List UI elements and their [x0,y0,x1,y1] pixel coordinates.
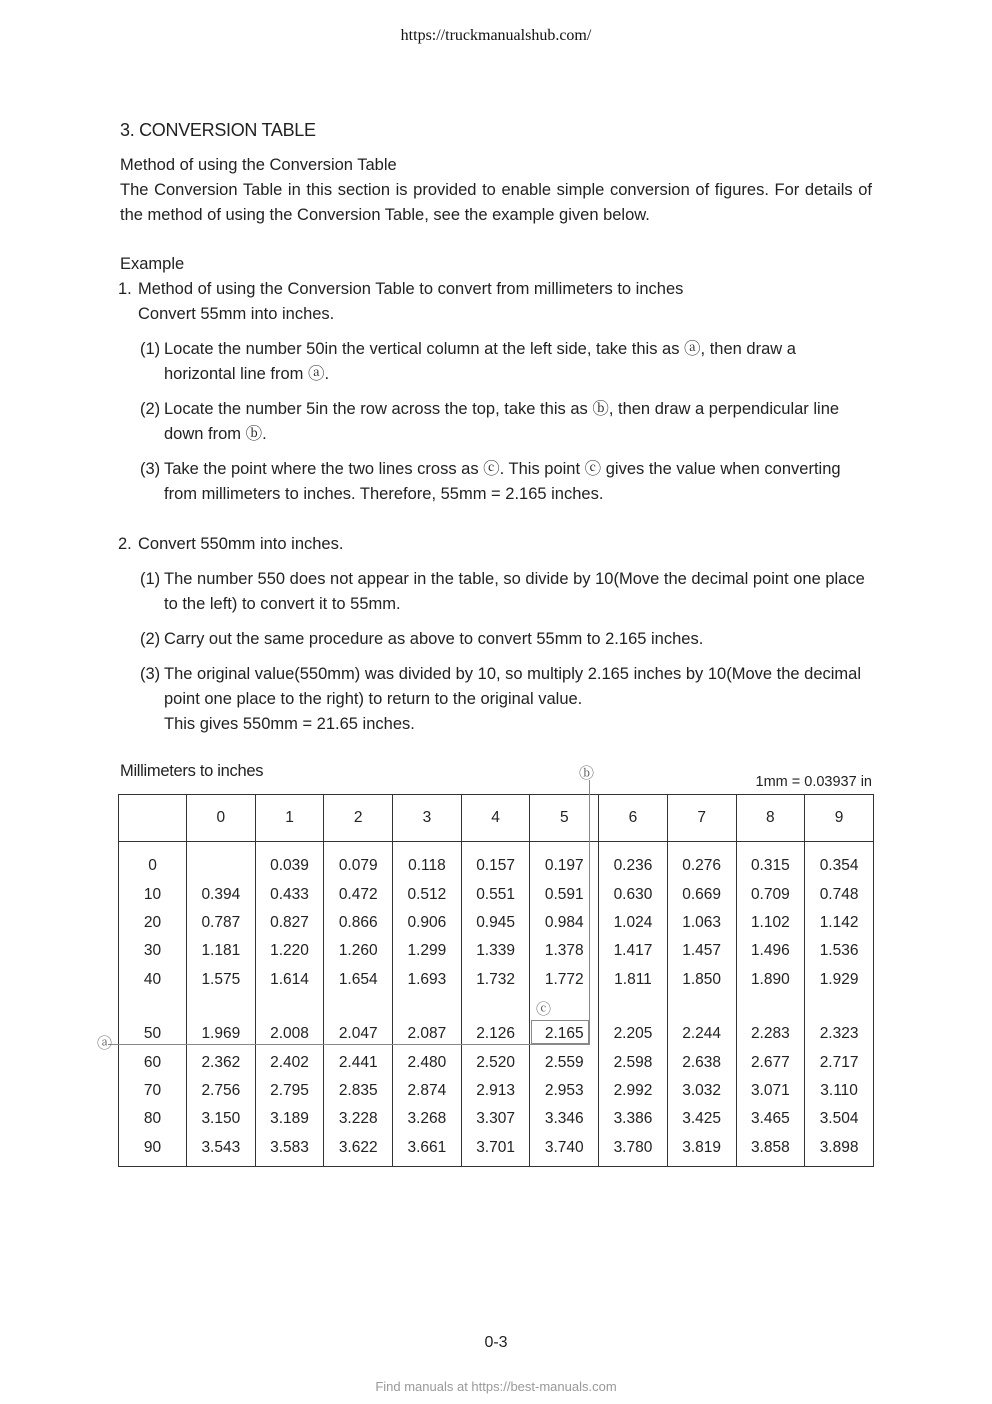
item-title: Method of using the Conversion Table to convert from millimeters to inches [138,280,684,298]
table-cell: 0.472 [324,880,393,908]
table-cell: 2.480 [393,1048,462,1076]
section-intro: The Conversion Table in this section is provided to enable simple conversion of figures. For details of the method of using the Conversion Table, see the example given below. [120,181,872,224]
table-cell: 2.047 [324,994,393,1048]
table-body [119,842,874,1167]
table-cell: 0.512 [393,880,462,908]
table-cell: 0.197 [530,842,599,881]
step-text: The number 550 does not appear in the table, so divide by 10(Move the decimal point one place to the left) to convert it to 55mm. [164,570,865,613]
table-cell: 2.520 [461,1048,530,1076]
table-cell: 1.654 [324,966,393,994]
table-cell: 0.551 [461,880,530,908]
table-cell: 1.890 [736,966,805,994]
column-header: 8 [736,795,805,842]
table-cell: 0.827 [255,909,324,937]
table-cell: 2.756 [187,1077,256,1105]
item-number: 2. [118,535,132,553]
step-number: (2) [140,400,161,418]
table-cell: 2.244 [667,994,736,1048]
step-number: (3) [140,665,161,683]
table-row [119,880,874,908]
marker-a-icon: ⓐ [97,1035,113,1052]
row-header-cell: 0 [119,842,187,881]
row-header-cell: 60 [119,1048,187,1076]
example-heading: Example [120,255,185,273]
table-cell: 0.433 [255,880,324,908]
table-cell: 3.465 [736,1105,805,1133]
table-cell: 3.071 [736,1077,805,1105]
table-row [119,1048,874,1076]
marker-c-icon: ⓒ [536,1001,552,1018]
table-row [119,937,874,965]
section-title: 3. CONVERSION TABLE [120,120,316,140]
table-cell: 1.929 [805,966,874,994]
table-cell: 0.669 [667,880,736,908]
column-header: 1 [255,795,324,842]
table-cell: 3.858 [736,1134,805,1167]
table-cell: 2.087 [393,994,462,1048]
table-unit-note: 1mm = 0.03937 in [755,774,872,790]
column-header: 3 [393,795,462,842]
table-row [119,1134,874,1167]
table-cell: 1.496 [736,937,805,965]
header-url: https://truckmanualshub.com/ [400,27,592,44]
table-cell: 1.024 [599,909,668,937]
table-cell: 0.906 [393,909,462,937]
table-cell: 0.079 [324,842,393,881]
step-text: Take the point where the two lines cross as ⓒ. This point ⓒ gives the value when converting from millimeters to inches. Therefore, 55mm = 2.165 inches. [164,460,841,503]
table-cell: 1.772 [530,966,599,994]
step-item [120,662,872,737]
step-item [120,627,872,652]
step-item [120,337,872,387]
row-header-cell: 20 [119,909,187,937]
table-cell: 2.165 [530,994,599,1048]
table-cell: 3.661 [393,1134,462,1167]
table-cell: 1.811 [599,966,668,994]
step-number: (2) [140,630,161,648]
table-cell: 1.220 [255,937,324,965]
step-item [120,457,872,507]
row-header-cell: 80 [119,1105,187,1133]
table-cell: 3.701 [461,1134,530,1167]
table-cell: 2.874 [393,1077,462,1105]
item-text: Convert 55mm into inches. [138,305,335,323]
column-header: 0 [187,795,256,842]
column-header: 5 [530,795,599,842]
table-cell: 3.898 [805,1134,874,1167]
table-header-row [119,795,874,842]
table-cell: 3.032 [667,1077,736,1105]
table-cell: 1.575 [187,966,256,994]
table-cell: 3.110 [805,1077,874,1105]
table-cell: 0.157 [461,842,530,881]
table-cell: 0.276 [667,842,736,881]
table-cell: 0.748 [805,880,874,908]
table-cell: 0.787 [187,909,256,937]
step-number: (1) [140,340,161,358]
table-cell: 2.362 [187,1048,256,1076]
table-cell: 1.181 [187,937,256,965]
table-cell: 2.205 [599,994,668,1048]
table-cell: 3.268 [393,1105,462,1133]
table-cell: 3.386 [599,1105,668,1133]
row-header-cell: 10 [119,880,187,908]
table-cell: 3.425 [667,1105,736,1133]
table-cell: 2.992 [599,1077,668,1105]
table-cell: 3.622 [324,1134,393,1167]
footer-link: Find manuals at https://best-manuals.com [375,1379,617,1394]
table-cell: 1.969 [187,994,256,1048]
table-row [119,1105,874,1133]
row-header-cell: 70 [119,1077,187,1105]
table-row [119,842,874,881]
step-text: Locate the number 5in the row across the top, take this as ⓑ, then draw a perpendicular line down from ⓑ. [164,400,840,443]
example-item-1 [120,277,872,327]
table-cell: 2.598 [599,1048,668,1076]
step-text: Carry out the same procedure as above to convert 55mm to 2.165 inches. [164,630,704,648]
table-cell: 3.583 [255,1134,324,1167]
table-cell: 1.536 [805,937,874,965]
table-cell: 0.039 [255,842,324,881]
table-cell: 0.984 [530,909,599,937]
table-cell: 1.299 [393,937,462,965]
table-cell: 0.945 [461,909,530,937]
table-cell: 2.795 [255,1077,324,1105]
table-cell: 0.709 [736,880,805,908]
table-cell: 1.339 [461,937,530,965]
table-cell: 2.677 [736,1048,805,1076]
item-number: 1. [118,280,132,298]
table-cell: 0.236 [599,842,668,881]
table-cell: 3.504 [805,1105,874,1133]
table-cell: 2.008 [255,994,324,1048]
table-cell: 3.819 [667,1134,736,1167]
table-cell: 1.850 [667,966,736,994]
step-number: (3) [140,460,161,478]
step-extra-text: This gives 550mm = 21.65 inches. [164,715,415,733]
row-header-cell: 40 [119,966,187,994]
table-cell: 1.614 [255,966,324,994]
column-header: 2 [324,795,393,842]
table-cell: 0.354 [805,842,874,881]
table-cell: 3.189 [255,1105,324,1133]
table-cell: 0.630 [599,880,668,908]
table-cell: 3.543 [187,1134,256,1167]
marker-b-icon: ⓑ [579,765,595,782]
table-cell: 2.441 [324,1048,393,1076]
step-number: (1) [140,570,161,588]
table-row [119,1077,874,1105]
table-corner-cell [119,795,187,842]
table-cell: 2.638 [667,1048,736,1076]
table-cell [187,842,256,881]
guide-line-horizontal [108,1044,589,1045]
table-cell: 0.118 [393,842,462,881]
table-cell: 1.102 [736,909,805,937]
table-cell: 1.457 [667,937,736,965]
table-cell: 1.417 [599,937,668,965]
conversion-table [118,794,874,1167]
table-row [119,966,874,994]
table-cell: 3.780 [599,1134,668,1167]
table-cell: 3.228 [324,1105,393,1133]
table-cell: 2.717 [805,1048,874,1076]
column-header: 6 [599,795,668,842]
table-row [119,994,874,1048]
guide-line-vertical [589,780,590,1045]
table-cell: 2.126 [461,994,530,1048]
table-cell: 1.693 [393,966,462,994]
table-cell: 2.323 [805,994,874,1048]
step-item [120,397,872,447]
table-cell: 0.315 [736,842,805,881]
table-cell: 2.953 [530,1077,599,1105]
row-header-cell: 90 [119,1134,187,1167]
table-cell: 2.559 [530,1048,599,1076]
step-text: Locate the number 50in the vertical column at the left side, take this as ⓐ, then draw a horizontal line from ⓐ. [164,340,796,383]
table-cell: 2.835 [324,1077,393,1105]
table-cell: 0.866 [324,909,393,937]
step-item [120,567,872,617]
table-cell: 1.732 [461,966,530,994]
table-cell: 2.283 [736,994,805,1048]
table-cell: 1.260 [324,937,393,965]
step-text: The original value(550mm) was divided by 10, so multiply 2.165 inches by 10(Move the decimal point one place to the right) to return to the original value. [164,665,862,708]
document-body [120,118,872,737]
table-cell: 3.740 [530,1134,599,1167]
intersection-box [531,1020,589,1044]
page-number: 0-3 [484,1334,508,1351]
table-cell: 2.913 [461,1077,530,1105]
table-cell: 1.378 [530,937,599,965]
example-item-2 [120,532,872,557]
row-header-cell: 30 [119,937,187,965]
column-header: 9 [805,795,874,842]
table-caption: Millimeters to inches [120,762,264,780]
table-cell: 3.150 [187,1105,256,1133]
column-header: 7 [667,795,736,842]
section-subtitle: Method of using the Conversion Table [120,156,397,174]
column-header: 4 [461,795,530,842]
table-cell: 1.142 [805,909,874,937]
table-cell: 3.346 [530,1105,599,1133]
row-header-cell: 50 [119,994,187,1048]
table-cell: 2.402 [255,1048,324,1076]
table-cell: 1.063 [667,909,736,937]
table-cell: 3.307 [461,1105,530,1133]
item-text: Convert 550mm into inches. [138,535,344,553]
table-cell: 0.394 [187,880,256,908]
table-cell: 0.591 [530,880,599,908]
table-row [119,909,874,937]
